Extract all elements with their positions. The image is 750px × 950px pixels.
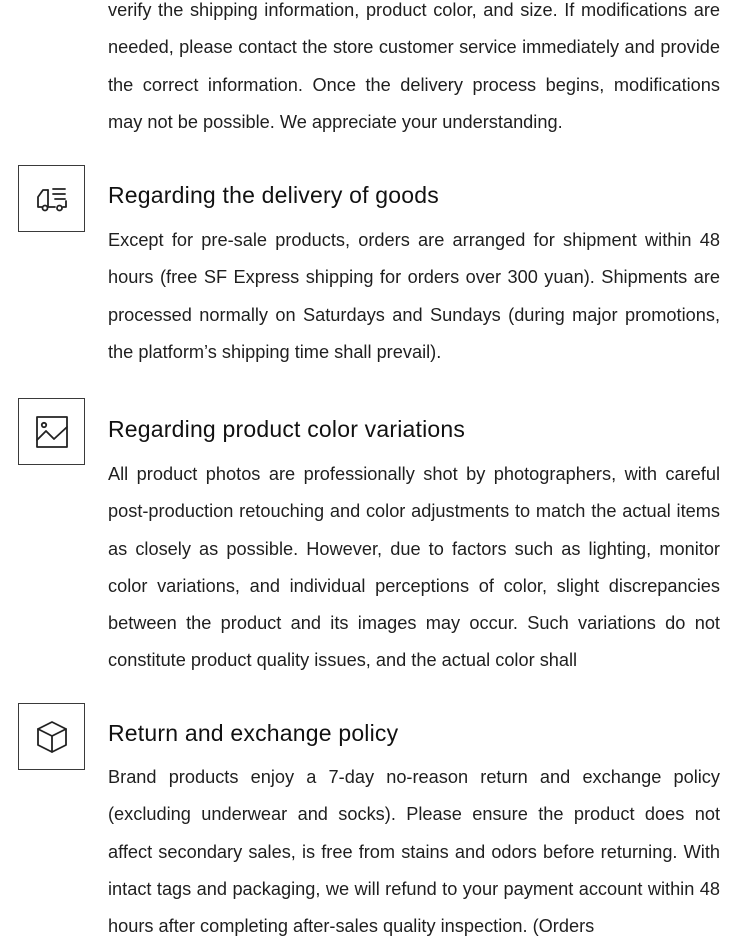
delivery-icon-box [18, 165, 85, 232]
section-title-color: Regarding product color variations [108, 416, 466, 442]
section-title-delivery: Regarding the delivery of goods [108, 182, 439, 208]
intro-paragraph: verify the shipping information, product color, and size. If modifications are needed, please contact the store customer service immediately and provide the correct information. Once the delivery process begins, modifications may not be possible. We appreciate your understanding. [108, 0, 720, 132]
package-box-icon [34, 719, 70, 755]
section-body-return: Brand products enjoy a 7-day no-reason return and exchange policy (excluding underwear and socks). Please ensure the product does not affect secondary sales, is free from stains and odors before returning. With intact tags and packaging, we will refund to your payment account within 48 hours after completing after-sales quality inspection. (Orders [108, 767, 720, 937]
section-body-delivery: Except for pre-sale products, orders are arranged for shipment within 48 hours (free SF Express shipping for orders over 300 yuan). Shipments are processed normally on Saturdays and Sundays (during major promotions, the platform’s shipping time shall prevail). [108, 230, 720, 362]
color-icon-box [18, 398, 85, 465]
section-body-color: All product photos are professionally shot by photographers, with careful post-production retouching and color adjustments to match the actual items as closely as possible. However, due to factors such as lighting, monitor color variations, and individual perceptions of color, slight discrepancies between the product and its images may occur. Such variations do not constitute product quality issues, and the actual color shall [108, 464, 720, 671]
section-title-return: Return and exchange policy [108, 720, 399, 746]
return-icon-box [18, 703, 85, 770]
delivery-truck-icon [34, 181, 70, 217]
image-icon [34, 414, 70, 450]
